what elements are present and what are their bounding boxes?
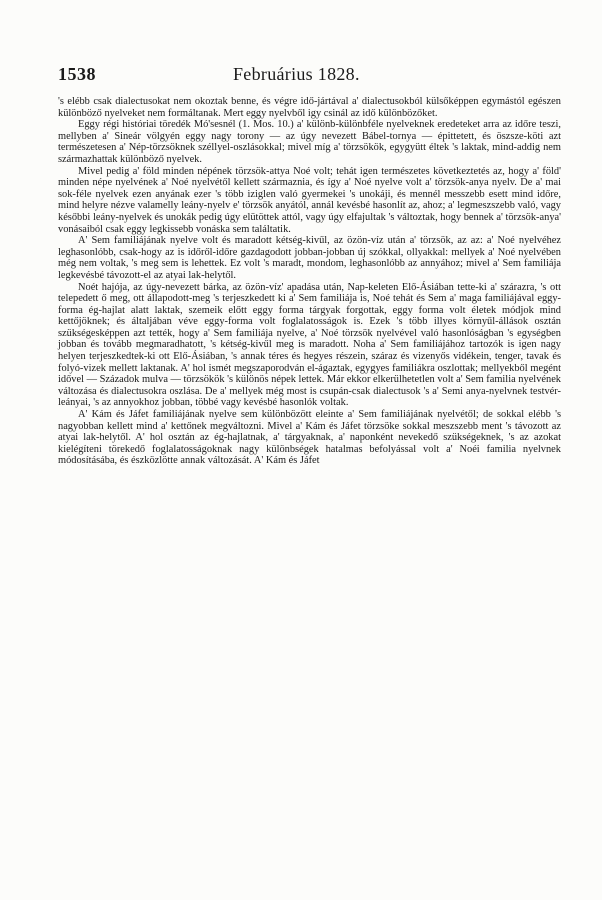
- page-header: [58, 64, 558, 88]
- paragraph-3: Mivel pedig a' föld minden népének törzsök-attya Noé volt; tehát igen természetes következtetés az, hogy a' föld' minden népe nyelvének a' Noé nyelvétől kellett származnia, és így a' Noé nyelve volt a' törzsök-anya nyelv. De a' mai sok-féle nyelvek ezen anyának ezer 's több iziglen való gyermekei 's unokáji, és mennél messzebb esett mind időre, mind helyre nézve valamelly leány-nyelv e' törzsök anyától, annál kevésbé hasonlít az, ahoz; a' legmeszszebb való, vagy későbbi leány-nyelvek és unokák pedig úgy elütöttek attól, vagy úgy elfajultak 's változtak, hogy bennek a' törzsök-anya' vonásaiból csak eggy legkissebb vonáska sem találtatik.: [58, 165, 561, 235]
- body-text: [58, 96, 561, 467]
- paragraph-1: 's elébb csak dialectusokat nem okoztak benne, és végre idő-jártával a' dialectusokból külsőképpen egymástól egészen különböző nyelveket nem formáltanak. Mert eggy nyelvből igy csinál az idő különbözőket.: [58, 96, 561, 119]
- paragraph-6: A' Kám és Jáfet familiájának nyelve sem különbözött eleinte a' Sem familiájának nyelvétől; de sokkal elébb 's nagyobban kellett mind a' kettőnek megváltozni. Mivel a' Kám és Jáfet törzsöke sokkal meszszebb ment 's távozott az atyai lak-helytől. A' hol osztán az ég-hajlatnak, a' tárgyaknak, a' naponként nevekedő szükségeknek, 's az azokat kielégíteni törekedő foglalatosságoknak nagy különbségek hatalmas befolyással volt a' Noéi familia nyelvnek módosításába, és észközlötte annak változását. A' Kám és Jáfet: [58, 409, 561, 467]
- paragraph-4: A' Sem familiájának nyelve volt és maradott kétség-kivűl, az özön-víz után a' törzsök, az az: a' Noé nyelvéhez leghasonlóbb, csak-hogy az is időről-időre gazdagodott jobban-jobban új szókkal, ollyakkal: mellyek a' Noé nyelvében még nem voltak, 's meg sem is lehettek. Ez volt 's maradt, mondom, leghasonlóbb az annyához; mivel a' Sem familiája legkevésbé távozott-el az atyai lak-helytől.: [58, 235, 561, 281]
- page-number: 1538: [58, 64, 96, 84]
- paragraph-5: Noét hajója, az úgy-nevezett bárka, az özön-víz' apadása után, Nap-keleten Elő-Ásiában tette-ki a' szárazra, 's ott telepedett ő meg, ott állapodott-meg 's terjeszkedett ki a' Sem familiája is, Noé tehát és Sem a' maga familiájával eggy-forma ég-hajlat alatt laktak, szemeik előtt eggy forma tárgyak forgottak, eggy forma volt életek módjok mind kettőjöknek; és általjában véve eggy-forma volt foglalatosságok is. Ezek 's több illyes környűl-állások osztán szükségesképpen azt tették, hogy a' Sem familiája nyelve, a' Noé törzsök nyelvével való hasonlóságban 's egységben jobban és tovább megmaradhatott, 's kétség-kivűl meg is maradott. Noha a' Sem familiájához tartozók is igen nagy helyen terjeszkedtek-ki ott Elő-Ásiában, 's annak téres és hegyes részein, száraz és vizenyős vidékein, tenger, tavak és folyó-vizek mellett laktanak. A' hol ismét megszaporodván el-ágaztak, egygyes familiákra oszlottak; mellyekből megént idővel — Századok mulva — törzsökök 's különös népek lettek. Már ekkor elkerülhetetlen volt a' Sem familia nyelvének változása és dialectusokra oszlása. De a' mellyek még most is csupán-csak dialectusok 's a' Semi anya-nyelvnek testvér-leányai, 's az annyokhoz jobban, többé vagy kevésbé hasonlók voltak.: [58, 281, 561, 409]
- running-title: Februárius 1828.: [233, 64, 360, 84]
- paragraph-2: Eggy régi históriai töredék Mó'sesnél (1. Mos. 10.) a' különb-különbféle nyelveknek eredeteket arra az időre teszi, mellyben a' Sineár völgyén eggy nagy torony — az úgy nevezett Bábel-tornya — épittetett, és öszsze-köti azt természetesen a' Nép-törzsöknek széllyel-oszlásokkal; mivel míg a' törzsökök, egygyütt éltek 's laktak, mind-addig nem származhattak különböző nyelvek.: [58, 119, 561, 165]
